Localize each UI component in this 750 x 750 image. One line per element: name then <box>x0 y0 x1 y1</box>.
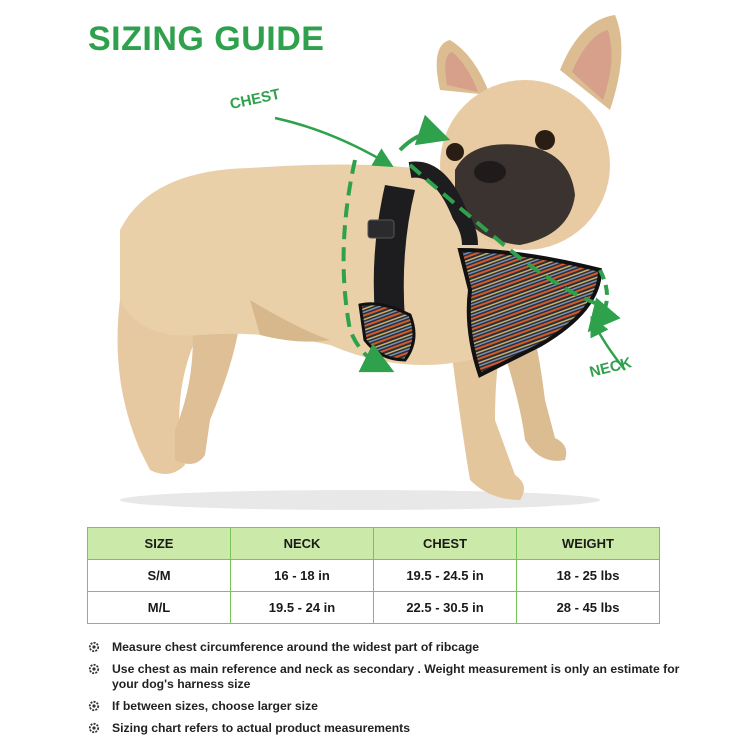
cell-weight: 28 - 45 lbs <box>517 592 660 624</box>
dog-eye-right <box>535 130 555 150</box>
gear-icon <box>88 722 100 734</box>
column-header-neck: NECK <box>231 528 374 560</box>
dog-eye-left <box>446 143 464 161</box>
list-item <box>88 721 688 736</box>
note-text: Sizing chart refers to actual product measurements <box>112 721 410 735</box>
gear-icon <box>88 641 100 653</box>
table-row <box>88 592 660 624</box>
column-header-chest: CHEST <box>374 528 517 560</box>
table-header-row <box>88 528 660 560</box>
chest-top-arrow <box>400 134 435 150</box>
gear-icon <box>88 700 100 712</box>
column-header-size: SIZE <box>88 528 231 560</box>
cell-chest: 19.5 - 24.5 in <box>374 560 517 592</box>
page-title: SIZING GUIDE <box>88 20 325 58</box>
ground-shadow <box>120 490 600 510</box>
cell-neck: 19.5 - 24 in <box>231 592 374 624</box>
dog-nose <box>474 161 506 183</box>
harness-buckle <box>368 220 394 238</box>
cell-weight: 18 - 25 lbs <box>517 560 660 592</box>
cell-size: M/L <box>88 592 231 624</box>
note-text: If between sizes, choose larger size <box>112 699 318 713</box>
sizing-notes <box>88 640 688 743</box>
cell-neck: 16 - 18 in <box>231 560 374 592</box>
cell-chest: 22.5 - 30.5 in <box>374 592 517 624</box>
note-text: Measure chest circumference around the widest part of ribcage <box>112 640 480 654</box>
list-item <box>88 699 688 714</box>
list-item <box>88 640 688 655</box>
list-item <box>88 662 688 692</box>
chest-callout-arrow <box>275 118 385 162</box>
size-table <box>87 527 660 624</box>
gear-icon <box>88 663 100 675</box>
note-text: Use chest as main reference and neck as secondary . Weight measurement is only an estimate for your dog's harness size <box>112 662 680 691</box>
table-row <box>88 560 660 592</box>
neck-callout-label: NECK <box>587 354 634 381</box>
chest-callout-label: CHEST <box>228 85 282 113</box>
cell-size: S/M <box>88 560 231 592</box>
column-header-weight: WEIGHT <box>517 528 660 560</box>
